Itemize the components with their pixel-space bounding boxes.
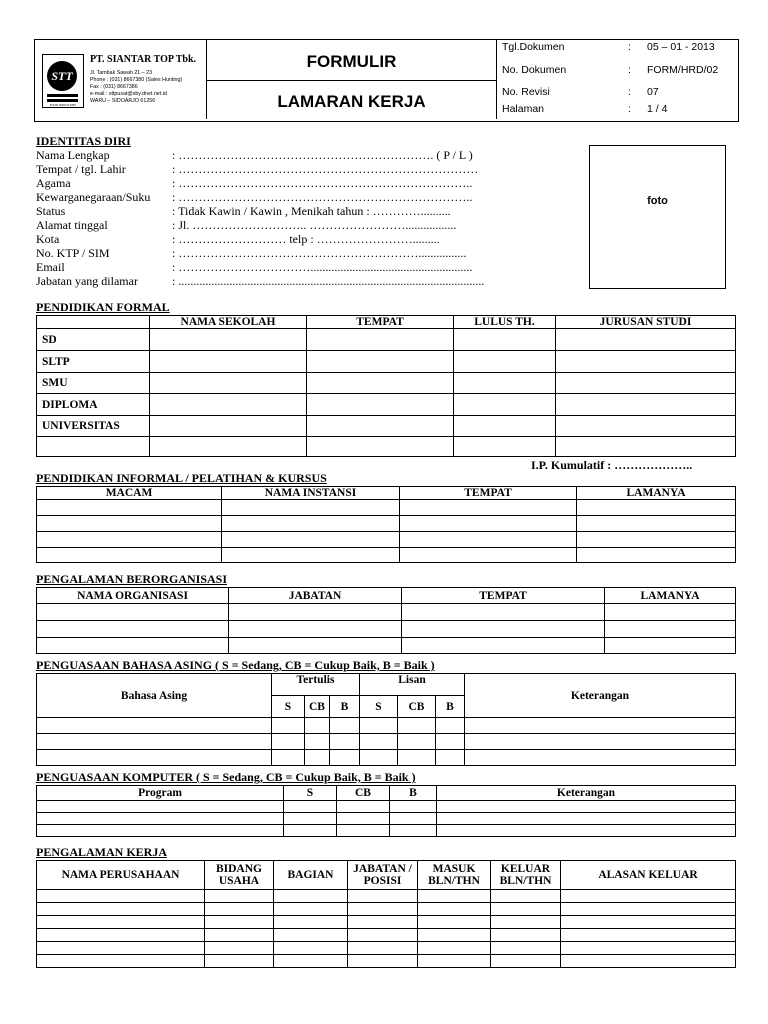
table-cell[interactable] <box>561 955 736 968</box>
table-cell[interactable] <box>577 500 736 516</box>
table-cell[interactable] <box>360 750 398 766</box>
table-cell[interactable] <box>556 373 736 394</box>
address-line: WARU – SIDOARJO 61256 <box>90 98 156 104</box>
table-cell[interactable] <box>37 621 229 638</box>
header-cell: NAMA SEKOLAH <box>150 316 307 329</box>
table-cell[interactable] <box>454 351 556 373</box>
table-cell[interactable] <box>205 916 274 929</box>
table-cell[interactable] <box>418 955 491 968</box>
field-label: Nama Lengkap <box>36 148 110 162</box>
table-cell[interactable] <box>222 516 400 532</box>
meta-colon: : <box>628 103 631 115</box>
header-cell: TEMPAT <box>307 316 454 329</box>
meta-row <box>497 63 738 82</box>
table-cell[interactable] <box>150 373 307 394</box>
table-cell[interactable] <box>348 890 418 903</box>
ipk-field[interactable]: I.P. Kumulatif : ……………….. <box>531 458 693 472</box>
meta-colon: : <box>628 41 631 53</box>
header-cell: Tertulis <box>272 674 360 696</box>
section-title-bahasa: PENGUASAAN BAHASA ASING ( S = Sedang, CB = Cukup Baik, B = Baik ) <box>36 658 435 672</box>
table-row <box>37 437 736 457</box>
header-cell: Bahasa Asing <box>37 674 272 718</box>
table-cell[interactable] <box>454 329 556 351</box>
field-email[interactable] <box>36 260 472 275</box>
table-cell[interactable] <box>418 929 491 942</box>
company-address <box>90 70 182 105</box>
table-row <box>37 916 736 929</box>
table-cell[interactable] <box>436 734 465 750</box>
table-cell[interactable] <box>465 750 736 766</box>
table-row <box>37 516 736 532</box>
table-cell[interactable] <box>272 734 305 750</box>
company-name: PT. SIANTAR TOP Tbk. <box>90 54 197 65</box>
table-cell[interactable] <box>37 734 272 750</box>
table-row <box>37 801 736 813</box>
address-line: e-mail : sttpusat@sby.dnet.net.id <box>90 91 167 97</box>
header-cell: NAMA ORGANISASI <box>37 588 229 604</box>
header-cell: NAMA PERUSAHAAN <box>37 861 205 890</box>
field-blank: : ………………………………………………………………… <box>172 162 479 176</box>
header-cell: JURUSAN STUDI <box>556 316 736 329</box>
logo-mark: STT <box>47 61 77 91</box>
field-agama[interactable] <box>36 176 472 191</box>
field-label: Jabatan yang dilamar <box>36 274 138 288</box>
table-row <box>37 929 736 942</box>
header-cell: Keterangan <box>465 674 736 718</box>
field-blank: : ...................................................................................................... <box>172 274 485 288</box>
table-cell[interactable] <box>274 903 348 916</box>
header-cell: ALASAN KELUAR <box>561 861 736 890</box>
table-cell[interactable] <box>330 750 360 766</box>
level-cell: S <box>272 696 305 718</box>
table-cell[interactable] <box>390 825 437 837</box>
table-cell[interactable] <box>400 532 577 548</box>
header-cell: TEMPAT <box>400 487 577 500</box>
header-cell: Keterangan <box>437 786 736 801</box>
meta-row <box>497 102 738 121</box>
table-cell[interactable] <box>205 929 274 942</box>
row-label: DIPLOMA <box>37 394 150 416</box>
field-label: Tempat / tgl. Lahir <box>36 162 126 176</box>
field-label: Agama <box>36 176 71 190</box>
header-cell: JABATAN / POSISI <box>348 861 418 890</box>
table-cell[interactable] <box>274 916 348 929</box>
field-blank: : ……………………………………………………………….. <box>172 190 473 204</box>
field-label: Alamat tinggal <box>36 218 108 232</box>
table-header-row <box>37 674 736 696</box>
row-label <box>37 437 150 457</box>
row-label: SMU <box>37 373 150 394</box>
table-cell[interactable] <box>37 750 272 766</box>
table-header-row <box>37 487 736 500</box>
table-cell[interactable] <box>400 516 577 532</box>
table-bahasa <box>36 673 736 766</box>
table-cell[interactable] <box>305 750 330 766</box>
table-cell[interactable] <box>491 929 561 942</box>
table-cell[interactable] <box>360 734 398 750</box>
table-row <box>37 394 736 416</box>
table-cell[interactable] <box>348 942 418 955</box>
meta-label: Halaman <box>502 103 545 115</box>
table-cell[interactable] <box>491 903 561 916</box>
table-cell[interactable] <box>222 500 400 516</box>
table-cell[interactable] <box>402 621 605 638</box>
table-cell[interactable] <box>561 916 736 929</box>
table-cell[interactable] <box>205 955 274 968</box>
table-cell[interactable] <box>307 329 454 351</box>
table-cell[interactable] <box>150 329 307 351</box>
company-block <box>35 40 207 119</box>
table-header-row <box>37 588 736 604</box>
table-cell[interactable] <box>150 437 307 457</box>
table-cell[interactable] <box>37 801 284 813</box>
field-blank: : Tidak Kawin / Kawin , Menikah tahun : ………….......... <box>172 204 451 218</box>
table-cell[interactable] <box>577 548 736 563</box>
section-title-pendidikan-informal: PENDIDIKAN INFORMAL / PELATIHAN & KURSUS <box>36 471 327 485</box>
table-cell[interactable] <box>205 942 274 955</box>
table-row <box>37 750 736 766</box>
table-cell[interactable] <box>305 718 330 734</box>
table-cell[interactable] <box>390 801 437 813</box>
table-cell[interactable] <box>37 903 205 916</box>
header-cell: BIDANG USAHA <box>205 861 274 890</box>
header-cell <box>37 316 150 329</box>
table-cell[interactable] <box>307 416 454 437</box>
table-cell[interactable] <box>437 825 736 837</box>
table-row <box>37 890 736 903</box>
table-cell[interactable] <box>465 718 736 734</box>
table-cell[interactable] <box>222 532 400 548</box>
table-header-row <box>37 316 736 329</box>
level-cell: CB <box>398 696 436 718</box>
level-cell: CB <box>305 696 330 718</box>
table-cell[interactable] <box>556 437 736 457</box>
table-cell[interactable] <box>360 718 398 734</box>
table-cell[interactable] <box>556 351 736 373</box>
table-header-row <box>37 861 736 890</box>
table-row <box>37 955 736 968</box>
table-cell[interactable] <box>37 825 284 837</box>
table-cell[interactable] <box>454 373 556 394</box>
table-cell[interactable] <box>229 638 402 654</box>
field-kewarganegaraan[interactable] <box>36 190 472 205</box>
table-cell[interactable] <box>284 825 337 837</box>
table-cell[interactable] <box>274 955 348 968</box>
meta-value: 07 <box>647 86 659 98</box>
table-pendidikan-formal <box>36 315 736 457</box>
table-cell[interactable] <box>37 532 222 548</box>
table-cell[interactable] <box>348 929 418 942</box>
table-cell[interactable] <box>454 394 556 416</box>
table-cell[interactable] <box>402 638 605 654</box>
field-label: No. KTP / SIM <box>36 246 110 260</box>
table-cell[interactable] <box>307 373 454 394</box>
table-cell[interactable] <box>605 638 736 654</box>
section-title-identitas: IDENTITAS DIRI <box>36 134 131 148</box>
header-cell: LAMANYA <box>577 487 736 500</box>
table-cell[interactable] <box>577 516 736 532</box>
table-cell[interactable] <box>418 890 491 903</box>
level-cell: S <box>360 696 398 718</box>
table-cell[interactable] <box>37 890 205 903</box>
address-line: Phone : (031) 8667380 (Sales Hunting) <box>90 77 183 83</box>
table-cell[interactable] <box>418 903 491 916</box>
table-cell[interactable] <box>605 621 736 638</box>
meta-colon: : <box>628 86 631 98</box>
table-cell[interactable] <box>37 638 229 654</box>
table-cell[interactable] <box>284 801 337 813</box>
table-row <box>37 604 736 621</box>
table-cell[interactable] <box>561 890 736 903</box>
table-cell[interactable] <box>436 718 465 734</box>
field-blank: : ……………………………………………………………….. <box>172 176 473 190</box>
table-cell[interactable] <box>561 929 736 942</box>
table-cell[interactable] <box>272 750 305 766</box>
table-cell[interactable] <box>37 813 284 825</box>
header-cell: BAGIAN <box>274 861 348 890</box>
table-cell[interactable] <box>390 813 437 825</box>
table-row <box>37 351 736 373</box>
table-cell[interactable] <box>307 351 454 373</box>
photo-label: foto <box>647 195 668 207</box>
table-cell[interactable] <box>284 813 337 825</box>
table-cell[interactable] <box>229 621 402 638</box>
photo-box[interactable] <box>589 145 726 289</box>
table-cell[interactable] <box>307 394 454 416</box>
row-label: SD <box>37 329 150 351</box>
header-cell: S <box>284 786 337 801</box>
table-cell[interactable] <box>561 942 736 955</box>
meta-label: Tgl.Dokumen <box>502 41 565 53</box>
table-row <box>37 718 736 734</box>
table-cell[interactable] <box>491 955 561 968</box>
form-subtitle-box <box>207 81 497 119</box>
table-cell[interactable] <box>37 916 205 929</box>
header-cell: Program <box>37 786 284 801</box>
table-pendidikan-informal <box>36 486 736 563</box>
section-title-organisasi: PENGALAMAN BERORGANISASI <box>36 572 228 586</box>
field-blank: : ……………………… telp : ……………………......... <box>172 232 440 246</box>
header-cell: JABATAN <box>229 588 402 604</box>
table-cell[interactable] <box>348 955 418 968</box>
table-cell[interactable] <box>37 955 205 968</box>
table-cell[interactable] <box>337 801 390 813</box>
table-cell[interactable] <box>398 718 436 734</box>
header-cell: Lisan <box>360 674 465 696</box>
table-cell[interactable] <box>605 604 736 621</box>
table-cell[interactable] <box>37 718 272 734</box>
meta-value: 1 / 4 <box>647 103 668 115</box>
table-cell[interactable] <box>561 903 736 916</box>
table-cell[interactable] <box>205 903 274 916</box>
table-cell[interactable] <box>205 890 274 903</box>
address-line: Jl. Tambak Sawah 21 – 23 <box>90 70 153 76</box>
field-label: Kewarganegaraan/Suku <box>36 190 151 204</box>
header-cell: NAMA INSTANSI <box>222 487 400 500</box>
meta-row <box>497 40 738 59</box>
field-tempat-lahir[interactable] <box>36 162 478 177</box>
table-row <box>37 638 736 654</box>
table-cell[interactable] <box>556 416 736 437</box>
table-cell[interactable] <box>150 394 307 416</box>
logo-bar <box>47 94 78 97</box>
table-cell[interactable] <box>37 516 222 532</box>
level-cell: B <box>330 696 360 718</box>
table-row <box>37 532 736 548</box>
table-cell[interactable] <box>556 329 736 351</box>
table-cell[interactable] <box>274 890 348 903</box>
table-row <box>37 621 736 638</box>
form-title-box <box>207 40 497 81</box>
table-cell[interactable] <box>398 750 436 766</box>
field-blank: : ……………………………………………………................ <box>172 246 467 260</box>
company-logo <box>42 54 84 108</box>
table-cell[interactable] <box>307 437 454 457</box>
table-cell[interactable] <box>400 548 577 563</box>
field-blank: : ………………………………………………………. ( P / L ) <box>172 148 473 162</box>
field-alamat[interactable] <box>36 218 456 233</box>
table-cell[interactable] <box>491 890 561 903</box>
table-cell[interactable] <box>348 916 418 929</box>
table-cell[interactable] <box>37 548 222 563</box>
table-cell[interactable] <box>37 929 205 942</box>
row-label: SLTP <box>37 351 150 373</box>
table-cell[interactable] <box>454 437 556 457</box>
table-cell[interactable] <box>330 734 360 750</box>
address-line: Fax : (031) 8667386 <box>90 84 138 90</box>
logo-subtext: FOOD INDUSTRIES <box>49 103 77 107</box>
table-cell[interactable] <box>402 604 605 621</box>
document-header <box>34 39 739 122</box>
table-cell[interactable] <box>337 825 390 837</box>
logo-bar <box>47 99 78 102</box>
table-cell[interactable] <box>222 548 400 563</box>
table-row <box>37 825 736 837</box>
table-cell[interactable] <box>348 903 418 916</box>
table-cell[interactable] <box>337 813 390 825</box>
field-label: Status <box>36 204 66 218</box>
table-cell[interactable] <box>272 718 305 734</box>
field-label: Kota <box>36 232 60 246</box>
table-cell[interactable] <box>330 718 360 734</box>
table-row <box>37 373 736 394</box>
table-cell[interactable] <box>305 734 330 750</box>
field-kota[interactable] <box>36 232 440 247</box>
table-row <box>37 500 736 516</box>
section-title-komputer: PENGUASAAN KOMPUTER ( S = Sedang, CB = Cukup Baik, B = Baik ) <box>36 770 416 784</box>
table-cell[interactable] <box>398 734 436 750</box>
table-cell[interactable] <box>577 532 736 548</box>
field-blank: : ……………………………...................................................... <box>172 260 473 274</box>
table-header-row <box>37 786 736 801</box>
field-status[interactable] <box>36 204 451 219</box>
table-cell[interactable] <box>400 500 577 516</box>
table-cell[interactable] <box>150 351 307 373</box>
table-row <box>37 813 736 825</box>
header-cell: MACAM <box>37 487 222 500</box>
meta-label: No. Revisi <box>502 86 550 98</box>
table-row <box>37 942 736 955</box>
form-title: FORMULIR <box>306 52 397 71</box>
section-title-pendidikan-formal: PENDIDIKAN FORMAL <box>36 300 170 314</box>
field-ktp-sim[interactable] <box>36 246 466 261</box>
header-cell: LAMANYA <box>605 588 736 604</box>
table-row <box>37 329 736 351</box>
table-cell[interactable] <box>437 801 736 813</box>
table-cell[interactable] <box>37 604 229 621</box>
header-cell: MASUK BLN/THN <box>418 861 491 890</box>
meta-label: No. Dokumen <box>502 64 567 76</box>
table-cell[interactable] <box>37 942 205 955</box>
table-cell[interactable] <box>454 416 556 437</box>
table-row <box>37 548 736 563</box>
table-komputer <box>36 785 736 837</box>
table-row <box>37 416 736 437</box>
table-cell[interactable] <box>491 916 561 929</box>
table-cell[interactable] <box>274 929 348 942</box>
meta-value: FORM/HRD/02 <box>647 64 719 76</box>
header-cell: TEMPAT <box>402 588 605 604</box>
level-cell: B <box>436 696 465 718</box>
header-cell: CB <box>337 786 390 801</box>
section-title-pengalaman-kerja: PENGALAMAN KERJA <box>36 845 167 859</box>
meta-colon: : <box>628 64 631 76</box>
form-subtitle: LAMARAN KERJA <box>277 92 426 111</box>
table-cell[interactable] <box>150 416 307 437</box>
table-cell[interactable] <box>418 916 491 929</box>
field-blank: : Jl. ……………………….. ……………………................. <box>172 218 457 232</box>
table-cell[interactable] <box>229 604 402 621</box>
table-row <box>37 734 736 750</box>
field-label: Email <box>36 260 65 274</box>
table-cell[interactable] <box>437 813 736 825</box>
row-label: UNIVERSITAS <box>37 416 150 437</box>
table-cell[interactable] <box>556 394 736 416</box>
table-cell[interactable] <box>465 734 736 750</box>
table-organisasi <box>36 587 736 654</box>
table-cell[interactable] <box>436 750 465 766</box>
header-cell: B <box>390 786 437 801</box>
table-cell[interactable] <box>37 500 222 516</box>
field-nama[interactable] <box>36 148 473 163</box>
field-jabatan-dilamar[interactable] <box>36 274 484 289</box>
table-pengalaman-kerja <box>36 860 736 968</box>
meta-value: 05 – 01 - 2013 <box>647 41 715 53</box>
table-cell[interactable] <box>418 942 491 955</box>
table-cell[interactable] <box>491 942 561 955</box>
header-cell: KELUAR BLN/THN <box>491 861 561 890</box>
table-row <box>37 903 736 916</box>
table-cell[interactable] <box>274 942 348 955</box>
header-cell: LULUS TH. <box>454 316 556 329</box>
